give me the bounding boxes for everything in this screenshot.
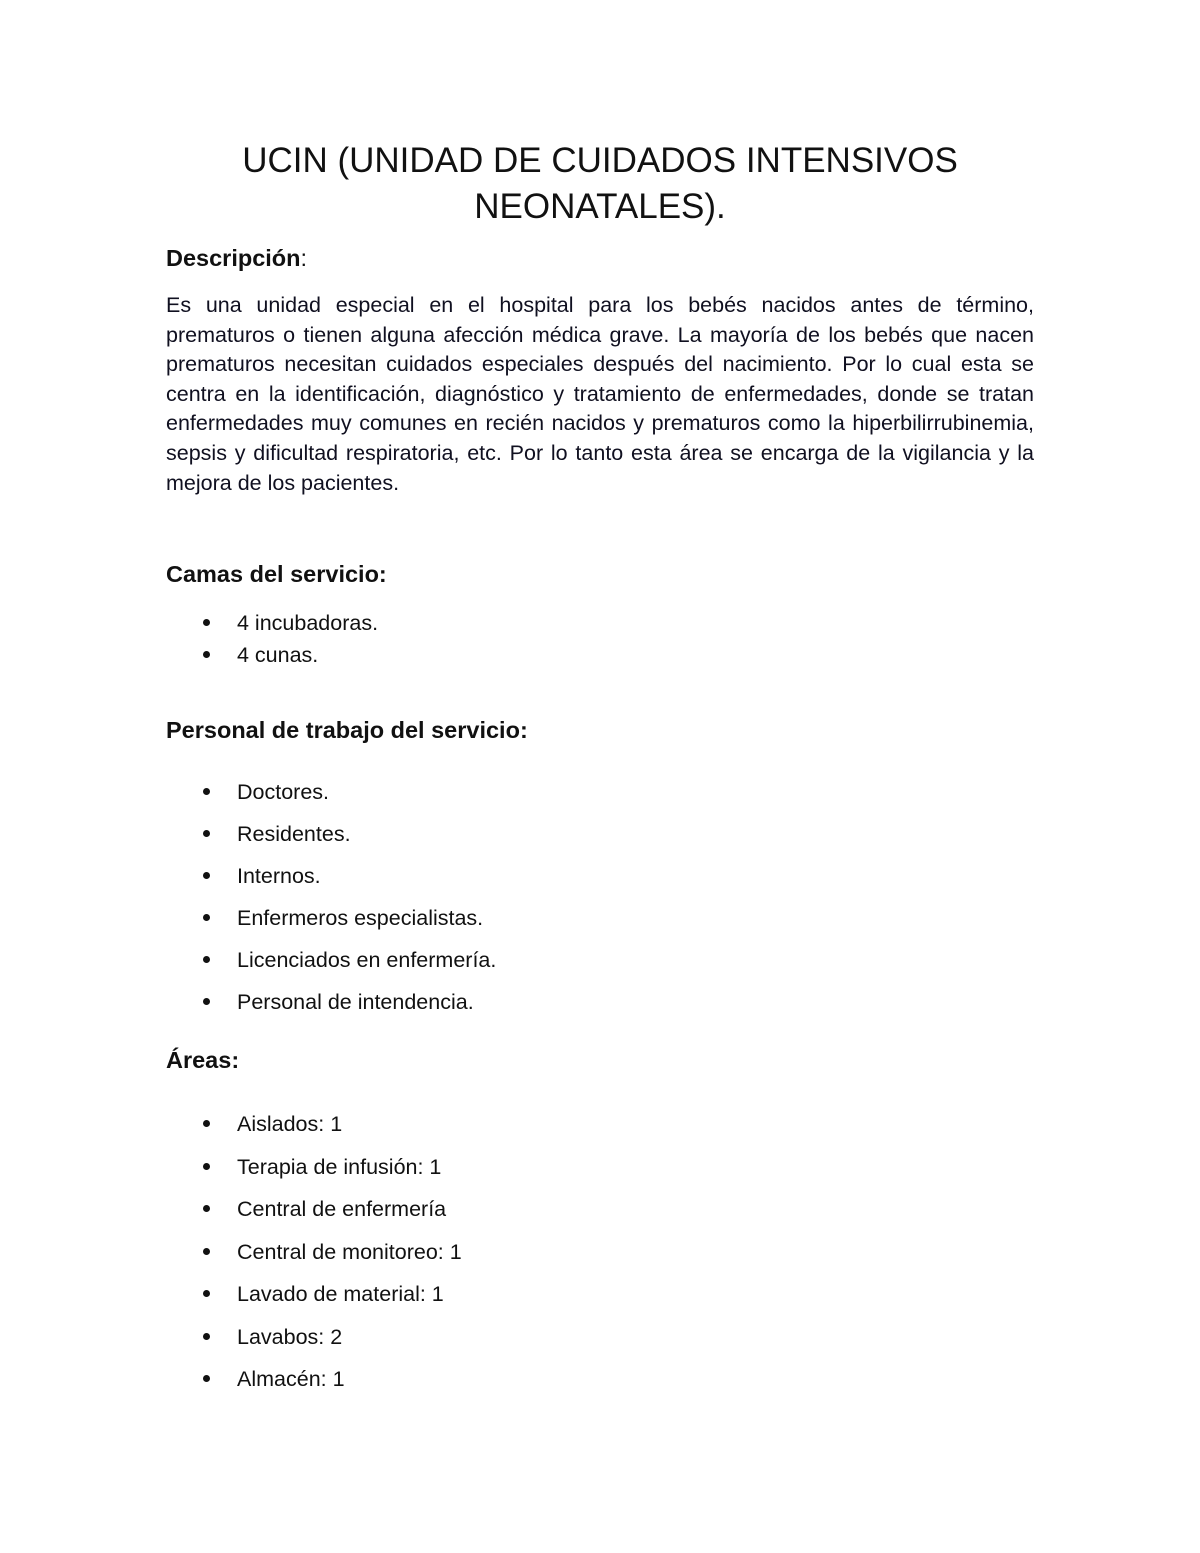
list-item: [166, 818, 496, 860]
description-paragraph: Es una unidad especial en el hospital para los bebés nacidos antes de término, prematuros o tienen alguna afección médica grave. La mayoría de los bebés que nacen prematuros necesitan cuidados especiales después del nacimiento. Por lo cual esta se centra en la identificación, diagnóstico y tratamiento de enfermedades, donde se tratan enfermedades muy comunes en recién nacidos y prematuros como la hiperbilirrubinemia, sepsis y dificultad respiratoria, etc. Por lo tanto esta área se encarga de la vigilancia y la mejora de los pacientes.: [166, 293, 1034, 495]
bullet-icon: [203, 830, 210, 837]
list-item: [166, 607, 378, 639]
camas-list: [166, 607, 378, 671]
list-item: [166, 1193, 462, 1236]
list-item-label: Almacén: 1: [237, 1367, 345, 1391]
bullet-icon: [203, 788, 210, 795]
list-item-label: Central de enfermería: [237, 1197, 447, 1221]
description-heading-colon: :: [300, 245, 308, 271]
list-item-label: Doctores.: [237, 780, 330, 804]
list-item: [166, 986, 496, 1028]
list-item: [166, 1236, 462, 1279]
list-item: [166, 776, 496, 818]
list-item-label: Residentes.: [237, 822, 351, 846]
document-title: [150, 138, 1050, 230]
camas-heading: Camas del servicio:: [166, 561, 387, 587]
list-item: [166, 639, 378, 671]
list-item-label: Licenciados en enfermería.: [237, 948, 497, 972]
bullet-icon: [203, 1163, 210, 1170]
list-item: [166, 1363, 462, 1406]
list-item-label: 4 cunas.: [237, 643, 319, 667]
list-item: [166, 902, 496, 944]
bullet-icon: [203, 1290, 210, 1297]
list-item-label: Lavabos: 2: [237, 1324, 343, 1349]
list-item-label: Terapia de infusión: 1: [237, 1154, 442, 1179]
document-title-line-2: NEONATALES).: [474, 187, 726, 226]
list-item-label: Central de monitoreo: 1: [237, 1239, 462, 1264]
bullet-icon: [203, 651, 210, 658]
bullet-icon: [203, 998, 210, 1005]
list-item: [166, 1278, 462, 1321]
bullet-icon: [203, 1375, 210, 1382]
list-item: [166, 1321, 462, 1364]
bullet-icon: [203, 619, 210, 626]
bullet-icon: [203, 1248, 210, 1255]
bullet-icon: [203, 1205, 210, 1212]
list-item: [166, 860, 496, 902]
bullet-icon: [203, 1333, 210, 1340]
document-title-line-1: UCIN (UNIDAD DE CUIDADOS INTENSIVOS: [242, 141, 958, 180]
description-heading: [166, 243, 307, 273]
list-item-label: 4 incubadoras.: [237, 611, 379, 635]
bullet-icon: [203, 872, 210, 879]
list-item-label: Personal de intendencia.: [237, 990, 474, 1014]
list-item-label: Aislados: 1: [237, 1112, 343, 1136]
bullet-icon: [203, 914, 210, 921]
list-item: [166, 1108, 462, 1151]
personal-list: [166, 776, 496, 1028]
bullet-icon: [203, 1120, 210, 1127]
list-item-label: Enfermeros especialistas.: [237, 906, 484, 930]
description-heading-label: Descripción: [166, 245, 301, 271]
areas-list: [166, 1108, 462, 1406]
list-item-label: Lavado de material: 1: [237, 1282, 444, 1306]
list-item-label: Internos.: [237, 864, 321, 888]
personal-heading: Personal de trabajo del servicio:: [166, 717, 528, 743]
areas-heading: Áreas:: [166, 1047, 240, 1073]
bullet-icon: [203, 956, 210, 963]
list-item: [166, 944, 496, 986]
list-item: [166, 1151, 462, 1194]
